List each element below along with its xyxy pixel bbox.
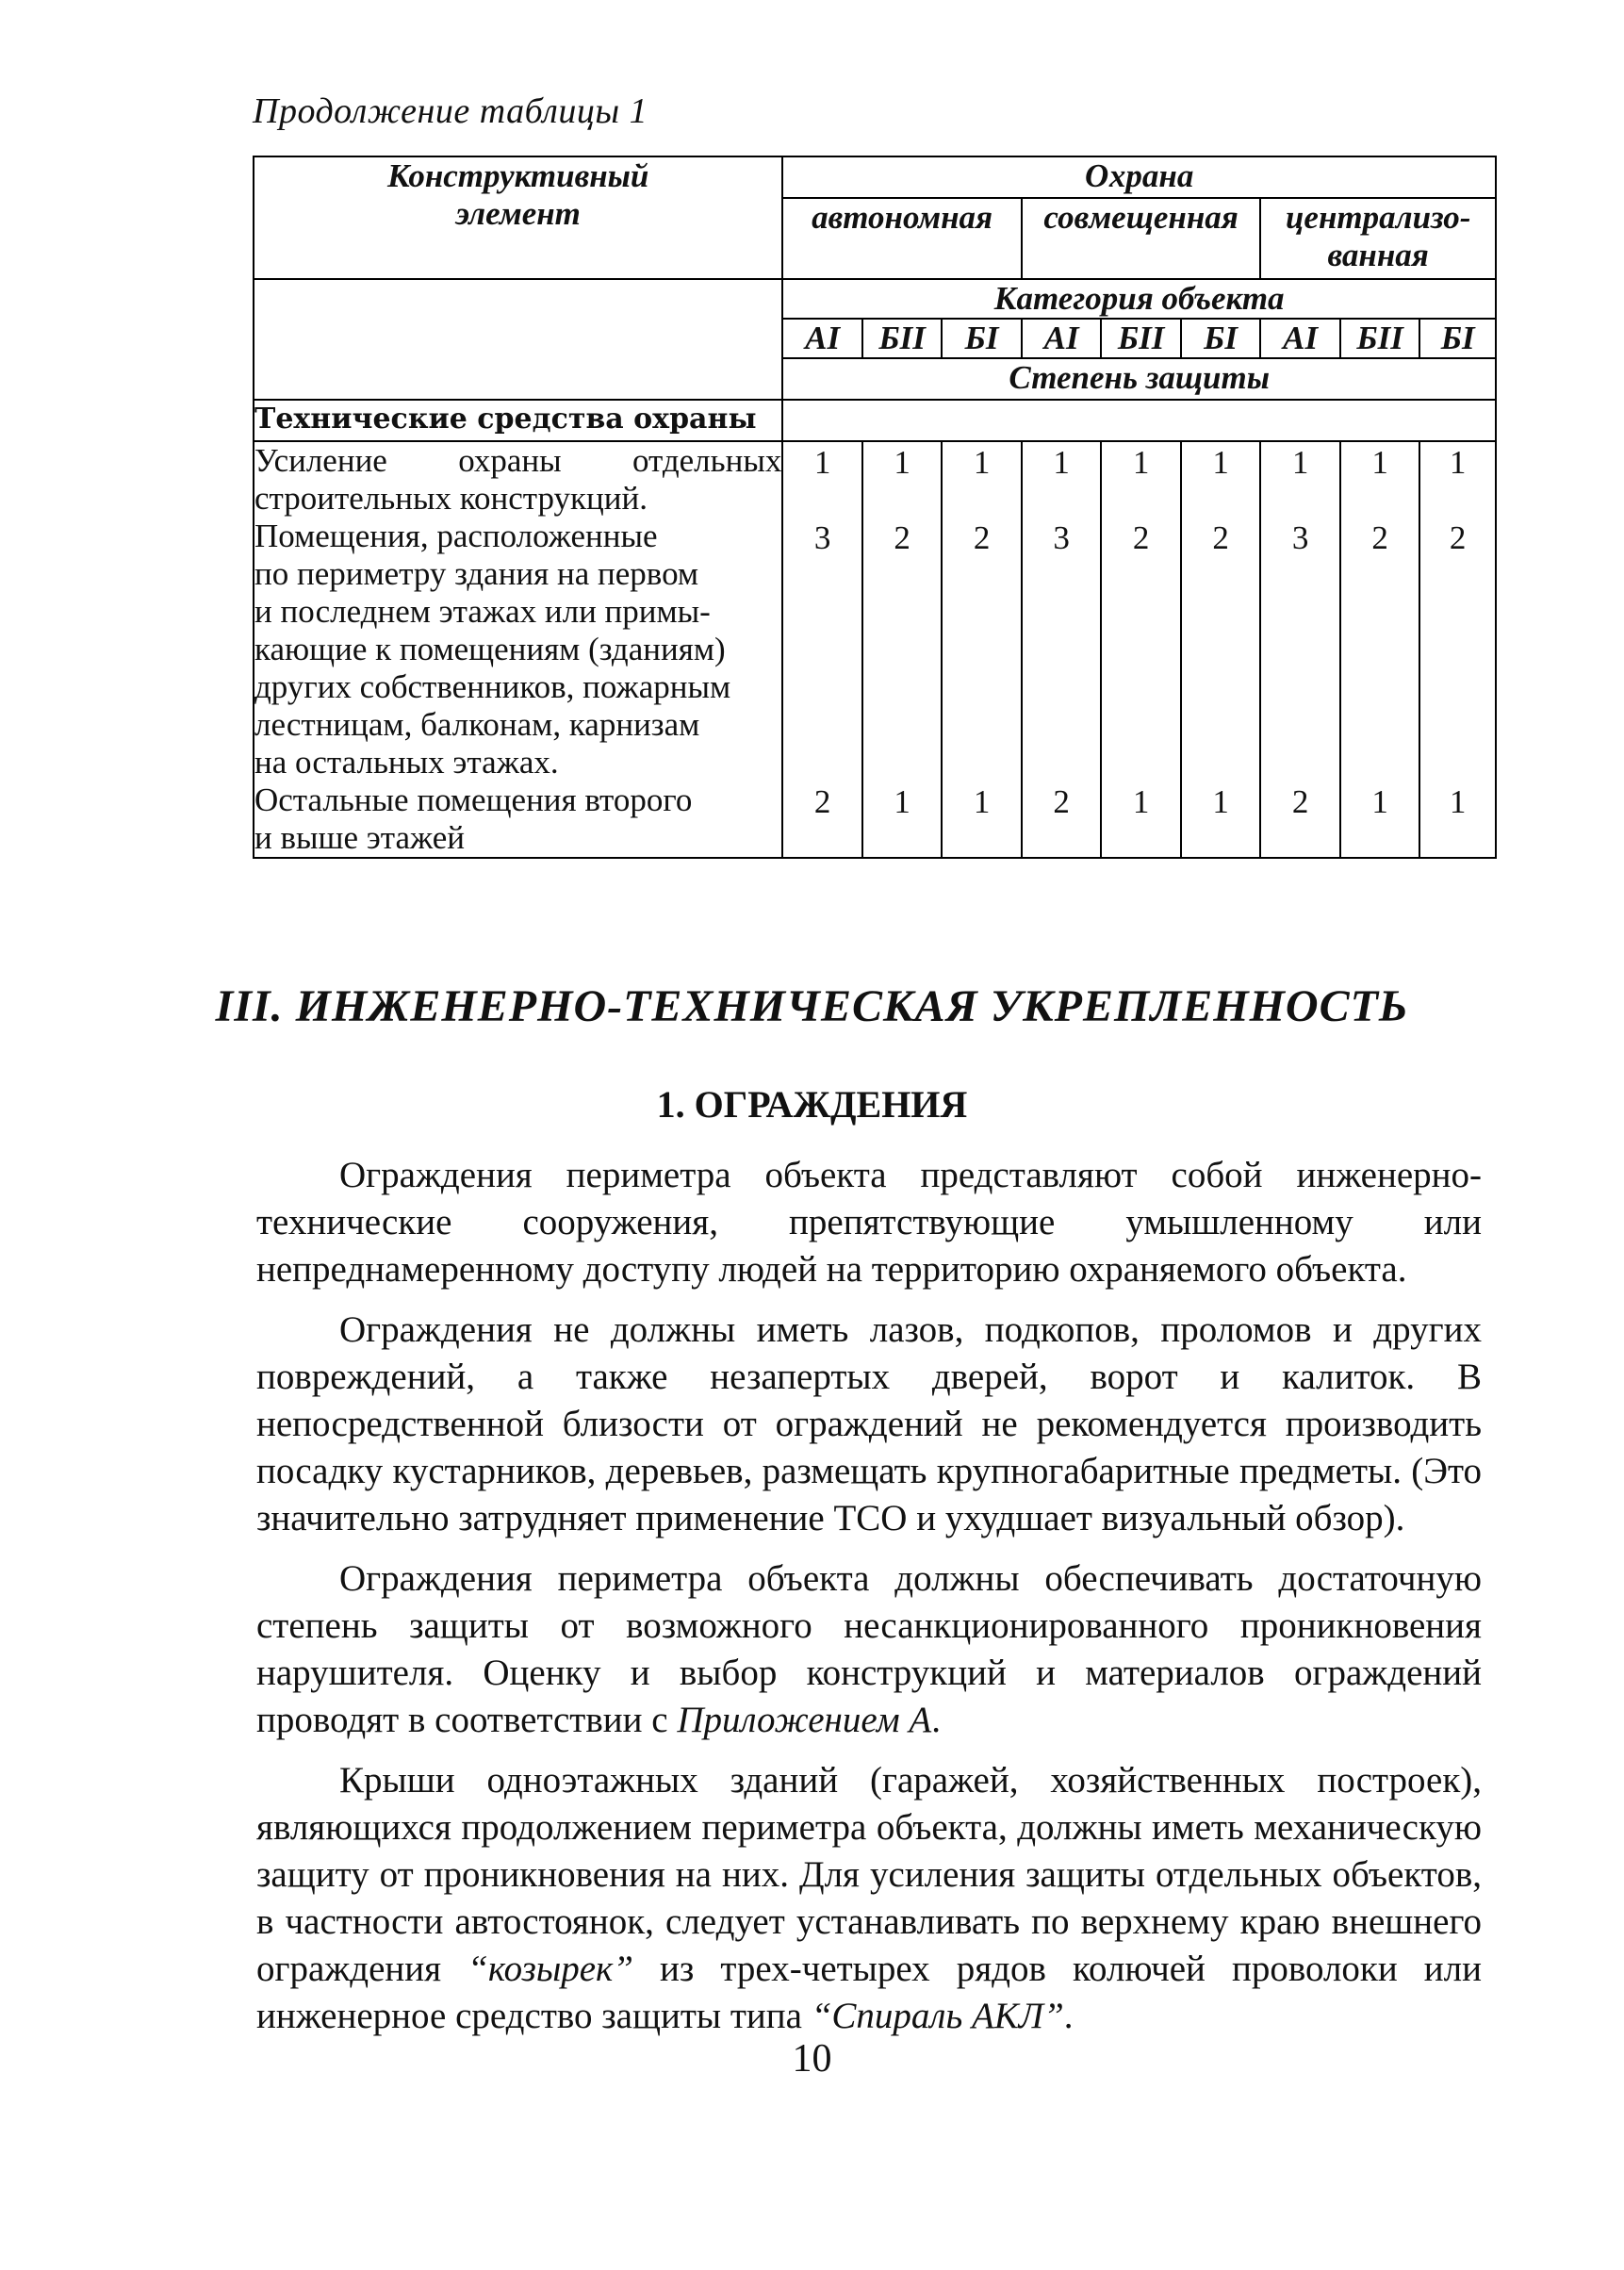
value-cell: 1 [973, 783, 991, 820]
subsection-title: 1. ОГРАЖДЕНИЯ [656, 1083, 968, 1126]
value-cell: 1 [1212, 444, 1229, 481]
value-cell: 2 [1132, 519, 1150, 556]
category-cell: АI [1260, 319, 1340, 358]
value-cell: 1 [1212, 783, 1229, 820]
row-1-label-line: строительных конструкций. [254, 480, 648, 517]
header-mode-centralized: централизо- ванная [1260, 198, 1496, 279]
category-cell: БI [942, 319, 1022, 358]
row-3-label-line: Остальные помещения второго [254, 781, 693, 818]
value-cell: 2 [1291, 783, 1309, 820]
value-cell: 1 [813, 444, 831, 481]
value-cell: 3 [1291, 519, 1309, 556]
paragraph-1: Ограждения периметра объекта представляют собой инженерно-технические сооружения, препятствующие умышленному или непреднамеренному доступу людей на территорию охраняемого объекта. [256, 1155, 1482, 1290]
category-cell: БI [1181, 319, 1261, 358]
paragraph-2: Ограждения не должны иметь лазов, подкопов, проломов и других повреждений, а также незапертых дверей, ворот и калиток. В непосредственной близости от ограждений не рекомендуется производить посадку кустарников, деревьев, размещать крупногабаритные предметы. (Это значительно затрудняет применение ТСО и ухудшает визуальный обзор). [256, 1309, 1482, 1538]
value-cell: 2 [813, 783, 831, 820]
value-cell: 2 [1053, 783, 1070, 820]
row-3-label-line: и выше этажей [254, 819, 466, 856]
appendix-reference: Приложением А [677, 1700, 932, 1740]
row-2-label-line: других собственников, пожарным [254, 668, 731, 705]
value-column [862, 441, 943, 858]
value-cell: 1 [1449, 783, 1467, 820]
value-column [1419, 441, 1496, 858]
value-cell: 1 [1132, 444, 1150, 481]
value-cell: 2 [1212, 519, 1229, 556]
row-2-label-line: по периметру здания на первом [254, 555, 699, 592]
category-cell: БII [1340, 319, 1420, 358]
quoted-term-spiral: “Спираль АКЛ” [811, 1996, 1064, 2036]
value-cell: 3 [813, 519, 831, 556]
value-cell: 1 [1053, 444, 1070, 481]
value-cell: 1 [1371, 444, 1388, 481]
value-cell: 2 [894, 519, 910, 556]
row-2-label-line: на остальных этажах. [254, 744, 559, 781]
value-cell: 2 [1449, 519, 1467, 556]
category-cell: БII [862, 319, 943, 358]
header-mode-autonomous: автономная [782, 198, 1022, 279]
header-blank-cell [254, 279, 782, 400]
row-2-label-line: лестницам, балконам, карнизам [254, 706, 700, 743]
section-label-blank [782, 400, 1496, 441]
value-cell: 1 [1132, 783, 1150, 820]
value-column [1260, 441, 1340, 858]
category-cell: БI [1419, 319, 1496, 358]
value-column [1101, 441, 1181, 858]
page-number: 10 [792, 2037, 832, 2081]
paragraph-4: Крыши одноэтажных зданий (гаражей, хозяйственных построек), являющихся продолжением периметра объекта, должны иметь механическую защиту от проникновения на них. Для усиления защиты отдельных объектов, в частности автостоянок, следует устанавливать по верхнему краю внешнего ограждения “козырек” из трех-четырех рядов колючей проволоки или инженерное средство защиты типа “Спираль АКЛ”. [256, 1760, 1483, 2036]
row-labels-column [254, 441, 782, 858]
value-column [1181, 441, 1261, 858]
value-column [942, 441, 1022, 858]
value-cell: 1 [1449, 444, 1467, 481]
section-label-technical-means: Технические средства охраны [254, 400, 782, 441]
value-column [782, 441, 862, 858]
category-cell: АI [782, 319, 862, 358]
value-cell: 1 [1291, 444, 1309, 481]
value-cell: 3 [1053, 519, 1070, 556]
value-cell: 1 [894, 444, 910, 481]
header-mode-combined: совмещенная [1022, 198, 1261, 279]
quoted-term-canopy: “козырек” [468, 1949, 633, 1989]
paragraph-3: Ограждения периметра объекта должны обеспечивать достаточную степень защиты от возможного несанкционированного проникновения нарушителя. Оценку и выбор конструкций и материалов ограждений проводят в соответствии с Приложением А. [256, 1558, 1482, 1740]
value-column [1340, 441, 1420, 858]
header-protection: Охрана [782, 156, 1496, 198]
category-cell: АI [1022, 319, 1102, 358]
section-title: III. ИНЖЕНЕРНО-ТЕХНИЧЕСКАЯ УКРЕПЛЕННОСТЬ [215, 981, 1409, 1031]
header-object-category: Категория объекта [782, 279, 1496, 319]
table-caption: Продолжение таблицы 1 [253, 91, 648, 131]
row-2-label-line: кающие к помещениям (зданиям) [254, 631, 726, 667]
protection-table [253, 156, 1497, 859]
value-cell: 2 [973, 519, 991, 556]
value-cell: 1 [1371, 783, 1388, 820]
header-protection-degree: Степень защиты [782, 358, 1496, 400]
row-2-label-line: и последнем этажах или примы- [254, 593, 711, 630]
value-cell: 1 [894, 783, 910, 820]
header-constructive-element: Конструктивный элемент [254, 156, 782, 279]
value-column [1022, 441, 1102, 858]
row-1-label-line: Усиление охраны отдельных [254, 442, 782, 479]
category-cell: БII [1101, 319, 1181, 358]
value-cell: 2 [1371, 519, 1388, 556]
body-text [256, 1152, 1482, 2053]
value-cell: 1 [973, 444, 991, 481]
row-2-label-line: Помещения, расположенные [254, 518, 658, 554]
